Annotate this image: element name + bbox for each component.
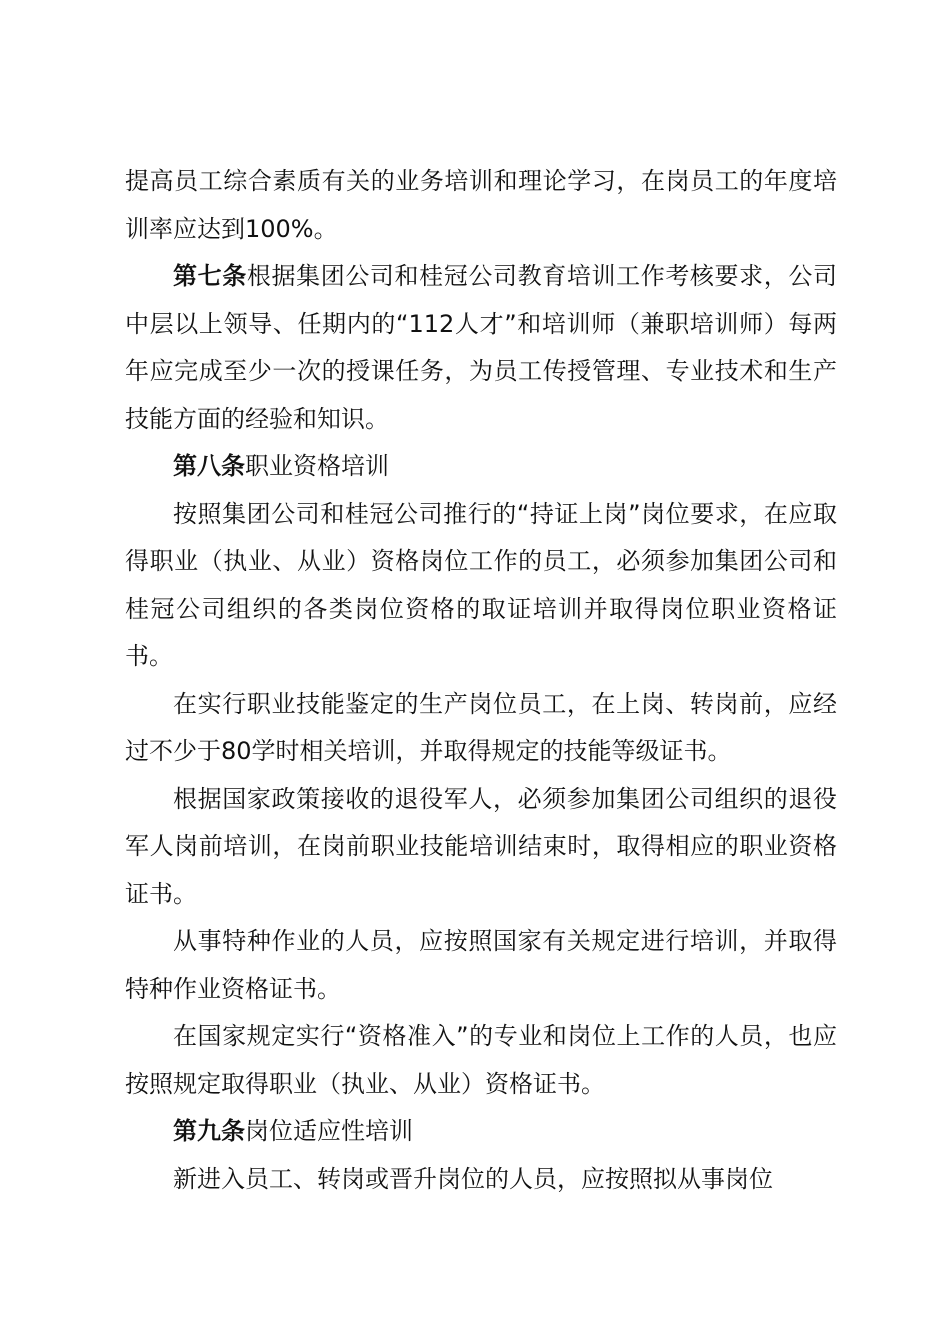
article-9-label: 第九条 [173, 1117, 245, 1145]
paragraph-text: 按照集团公司和桂冠公司推行的“持证上岗”岗位要求，在应取得职业（执业、从业）资格岗位工作的员工，必须参加集团公司和桂冠公司组织的各类岗位资格的取证培训并取得岗位职业资格证书。 [125, 499, 837, 670]
article-8-label: 第八条 [173, 452, 245, 480]
article-9-heading [125, 1108, 837, 1156]
paragraph-skill-appraisal [125, 681, 837, 776]
paragraph-training-rate [125, 158, 837, 253]
article-9-title: 岗位适应性培训 [245, 1117, 413, 1145]
paragraph-text: 根据国家政策接收的退役军人，必须参加集团公司组织的退役军人岗前培训，在岗前职业技能培训结束时，取得相应的职业资格证书。 [125, 784, 837, 908]
paragraph-special-operations [125, 918, 837, 1013]
paragraph-post-adaptation [125, 1156, 837, 1204]
paragraph-qualification-access [125, 1013, 837, 1108]
paragraph-text: 在实行职业技能鉴定的生产岗位员工，在上岗、转岗前，应经过不少于80学时相关培训，并取得规定的技能等级证书。 [125, 689, 837, 765]
paragraph-text: 提高员工综合素质有关的业务培训和理论学习，在岗员工的年度培训率应达到100%。 [125, 167, 837, 243]
article-7-label: 第七条 [173, 262, 247, 290]
paragraph-text: 从事特种作业的人员，应按照国家有关规定进行培训，并取得特种作业资格证书。 [125, 927, 837, 1003]
article-8-title: 职业资格培训 [245, 452, 389, 480]
paragraph-veterans [125, 776, 837, 919]
article-7-paragraph [125, 253, 837, 443]
article-8-heading [125, 443, 837, 491]
paragraph-certified-posts [125, 491, 837, 681]
paragraph-text: 在国家规定实行“资格准入”的专业和岗位上工作的人员，也应按照规定取得职业（执业、从业）资格证书。 [125, 1022, 837, 1098]
article-7-text: 根据集团公司和桂冠公司教育培训工作考核要求，公司中层以上领导、任期内的“112人才”和培训师（兼职培训师）每两年应完成至少一次的授课任务，为员工传授管理、专业技术和生产技能方面的经验和知识。 [125, 262, 838, 433]
paragraph-text: 新进入员工、转岗或晋升岗位的人员，应按照拟从事岗位 [173, 1164, 773, 1193]
document-body [125, 158, 837, 1203]
